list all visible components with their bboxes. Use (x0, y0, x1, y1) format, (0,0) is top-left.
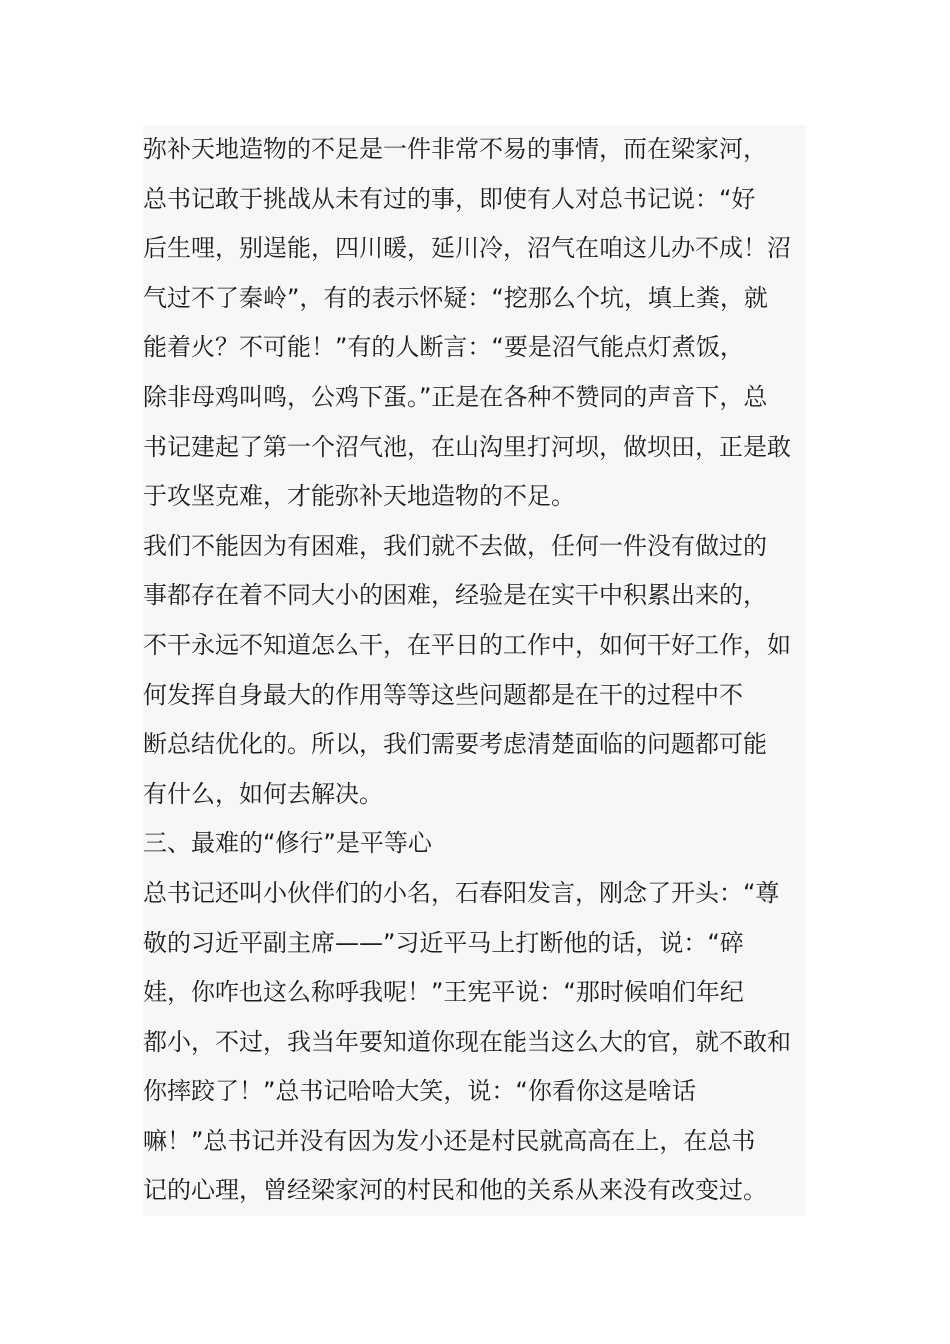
body-text (143, 125, 806, 1216)
text-line: 事都存在着不同大小的困难，经验是在实干中积累出来的， (143, 581, 767, 610)
text-line: 弥补天地造物的不足是一件非常不易的事情，而在梁家河， (143, 135, 767, 163)
text-line: 能着火？不可能！”有的人断言：“要是沼气能点灯煮饭， (143, 333, 744, 362)
text-line: 不干永远不知道怎么干，在平日的工作中，如何干好工作，如 (143, 630, 791, 659)
text-line: 都小，不过，我当年要知道你现在能当这么大的官，就不敢和 (143, 1027, 791, 1056)
text-line: 有什么，如何去解决。 (143, 779, 383, 808)
text-line: 总书记敢于挑战从未有过的事，即使有人对总书记说：“好 (143, 184, 756, 213)
text-line: 嘛！”总书记并没有因为发小还是村民就高高在上，在总书 (143, 1126, 756, 1155)
text-line: 断总结优化的。所以，我们需要考虑清楚面临的问题都可能 (143, 730, 767, 759)
text-line: 总书记还叫小伙伴们的小名，石春阳发言，刚念了开头：“尊 (143, 878, 780, 907)
text-line: 何发挥自身最大的作用等等这些问题都是在干的过程中不 (143, 680, 743, 709)
text-line: 记的心理，曾经梁家河的村民和他的关系从来没有改变过。 (143, 1176, 767, 1205)
section-heading: 三、最难的“修行”是平等心 (143, 829, 432, 858)
text-line: 后生哩，别逞能，四川暖，延川冷，沼气在咱这儿办不成！沼 (143, 234, 791, 263)
text-line: 我们不能因为有困难，我们就不去做，任何一件没有做过的 (143, 531, 767, 560)
text-line: 你摔跤了！”总书记哈哈大笑，说：“你看你这是啥话 (143, 1077, 696, 1106)
text-line: 于攻坚克难，才能弥补天地造物的不足。 (143, 482, 575, 511)
text-line: 除非母鸡叫鸣，公鸡下蛋。”正是在各种不赞同的声音下，总 (143, 382, 768, 411)
text-line: 敬的习近平副主席——”习近平马上打断他的话，说：“碎 (143, 928, 744, 957)
text-line: 书记建起了第一个沼气池，在山沟里打河坝，做坝田，正是敢 (143, 432, 791, 461)
text-line: 娃，你咋也这么称呼我呢！”王宪平说：“那时候咱们年纪 (143, 978, 744, 1007)
text-line: 气过不了秦岭”，有的表示怀疑：“挖那么个坑，填上粪，就 (143, 283, 768, 312)
